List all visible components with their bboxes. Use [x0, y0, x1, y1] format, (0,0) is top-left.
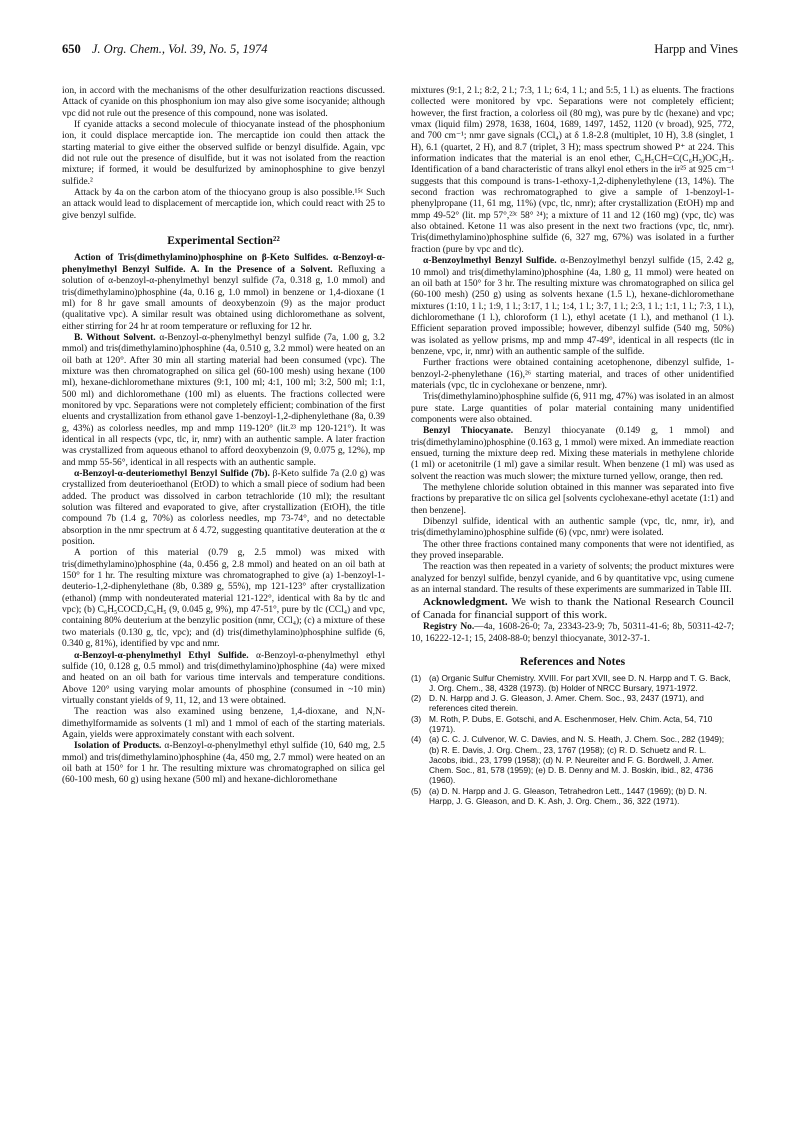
run-in-heading: Action of Tris(dimethylamino)phosphine on β-Keto Sulfides. α-Benzoyl-α-phenylmethyl Benzyl Sulfide. A. In the Presence of a Solvent.	[62, 253, 385, 275]
page-number: 650	[62, 42, 81, 56]
paragraph	[62, 253, 385, 332]
reference-text: (a) D. N. Harpp and J. G. Gleason, Tetrahedron Lett., 1447 (1969); (b) D. N. Harpp, J. G. Gleason, and D. K. Ash, J. Org. Chem., 36, 322 (1971).	[429, 785, 707, 807]
paragraph	[62, 707, 385, 741]
paragraph	[62, 651, 385, 708]
page-header	[62, 42, 738, 58]
references-title: References and Notes	[519, 656, 626, 669]
reference-item	[411, 673, 734, 694]
paragraph	[411, 86, 734, 256]
paragraph	[411, 426, 734, 483]
paragraph-text: mixtures (9:1, 2 l.; 8:2, 2 l.; 7:3, 1 l.; 6:4, 1 l.; and 5:5, 1 l.) as eluents. The fractions collected were monitored by vpc. Separations were not completely efficient; however, the first fraction, a colorless oil (80 mg), was pure by tlc (hexane) and vpc; νmax (liquid film) 2978, 1638, 1604, 1689, 1497, 1452, 1120 (v broad), 925, 772, and 700 cm⁻¹; nmr gave signals (CCl₄) at δ 1.8-2.8 (multiplet, 10 H), 3.8 (singlet, 1 H), 6.1 (quartet, 2 H), and 8.7 (triplet, 3 H); mass spectrum showed P⁺ at 224. This information indicates that the material is an enol ether, C₆H₅CH=C(C₆H₅)OC₂H₅. Identification of a band characteristic of trans alkyl enol ethers in the ir²⁵ at 925 cm⁻¹ suggests that this compound is trans-1-ethoxy-1,2-diphenylethylene (13, 14%). The second fraction was rechromatographed to give a sample of 1-benzoyl-1-phenylpropane (11, 61 mg, 11%) (vpc, tlc, nmr); after crystallization (EtOH) mp and mmp 49-52° (lit. mp 57°,²³ᶜ 58° ²⁴); a mixture of 11 and 12 (160 mg) (vpc, tlc) was also obtained. Ketone 11 was also present in the next two fractions (vpc, tlc, nmr). Tris(dimethylamino)phosphine sulfide (6, 327 mg, 67%) was isolated in a further fraction (pure by vpc and tlc).	[411, 86, 734, 255]
paragraph	[62, 548, 385, 650]
reference-text: (a) C. C. J. Culvenor, W. C. Davies, and N. S. Heath, J. Chem. Soc., 282 (1949); (b) R. E. Davis, J. Org. Chem., 23, 1767 (1958); (c) R. D. Schuetz and R. L. Jacobs, ibid., 23, 1799 (1958); (d) N. P. Neureiter and F. G. Bordwell, J. Amer. Chem. Soc., 81, 578 (1959); (e) D. B. Denny and M. J. Boskin, ibid., 82, 4736 (1960).	[429, 734, 725, 786]
run-in-heading: α-Benzoyl-α-phenylmethyl Ethyl Sulfide.	[74, 650, 249, 661]
paragraph	[62, 741, 385, 786]
paragraph	[62, 188, 385, 222]
paragraph	[411, 392, 734, 426]
paragraph-text: β-Keto sulfide 7a (2.0 g) was crystallized from deuterioethanol (EtOD) to which a small piece of sodium had been added. The product was dissolved in carbon tetrachloride (10 ml); the resultant solution was filtered and evaporated to give, after crystallization (EtOH), the title compound 7b (1.4 g, 70%) as colorless needles, mp 73-74°, and no detectable absorption in the nmr spectrum at δ 4.72, suggesting quantitative deuteration at the α position.	[62, 469, 385, 548]
reference-number: (3)	[411, 713, 422, 724]
paragraph	[411, 540, 734, 563]
acknowledgment	[411, 596, 734, 622]
paragraph-text: The other three fractions contained many components that were not identified, as they proved inseparable.	[411, 539, 734, 562]
paragraph	[411, 483, 734, 517]
run-in-heading: α-Benzoylmethyl Benzyl Sulfide.	[423, 256, 557, 267]
acknowledgment-text: We wish to thank the National Research Council of Canada for financial support of this work.	[411, 596, 734, 622]
run-in-heading: Isolation of Products.	[74, 741, 162, 752]
reference-number: (1)	[411, 672, 422, 683]
paragraph	[411, 256, 734, 358]
reference-item	[411, 786, 734, 807]
reference-item	[411, 714, 734, 735]
paragraph	[62, 469, 385, 548]
reference-text: D. N. Harpp and J. G. Gleason, J. Amer. Chem. Soc., 93, 2437 (1971), and references cited therein.	[429, 693, 704, 714]
paragraph-text: α-Benzoyl-α-phenylmethyl ethyl sulfide (10, 640 mg, 2.5 mmol) and tris(dimethylamino)phosphine (4a, 450 mg, 2.7 mmol) were heated on an oil bath at 150° for 1 hr. The resulting mixture was chromatographed on silica gel (60-100 mesh, 60 g) using hexane (500 ml) and hexane-dichloromethane	[62, 741, 385, 786]
reference-item	[411, 734, 734, 785]
reference-text: M. Roth, P. Dubs, E. Gotschi, and A. Eschenmoser, Helv. Chim. Acta, 54, 710 (1971).	[429, 713, 713, 734]
section-heading: Experimental Section²²	[167, 235, 280, 248]
reference-number: (4)	[411, 734, 422, 745]
acknowledgment-heading: Acknowledgment.	[423, 596, 508, 609]
paragraph-text: If cyanide attacks a second molecule of thiocyanate instead of the phosphonium ion, it could displace mercaptide ion. The mercaptide ion could then attack the starting material to give either the observed sulfide or benzyl disulfide. Again, vpc did not rule out the presence of disulfide, but it was not isolated from the reaction mixture; if formed, it would be desulfurized by aminophosphine to give benzyl sulfide.²	[62, 120, 385, 187]
reference-number: (2)	[411, 693, 422, 704]
right-column-body	[411, 86, 734, 596]
paragraph-text: A portion of this material (0.79 g, 2.5 mmol) was mixed with tris(dimethylamino)phosphine (4a, 0.456 g, 2.8 mmol) and heated on an oil bath at 150° for 1 hr. The resulting mixture was chromatographed to give (a) 1-benzoyl-1-deuterio-1,2-diphenylethane (8b, 0.389 g, 55%), mp 121-123° after crystallization (ethanol) (mmp with nondeuterated material 121-122°, identical with 8a by tlc and vpc); (b) C₆H₅COCD₂C₆H₅ (9, 0.045 g, 9%), mp 47-51°, pure by tlc (CCl₄) and vpc, containing 80% deuterium at the benzylic position (nmr, CCl₄); (c) a mixture of these two materials (0.130 g, tlc, vpc); and (d) tris(dimethylamino)phosphine sulfide (6, 0.340 g, 81%), identified by vpc and nmr.	[62, 548, 385, 650]
paragraph	[411, 358, 734, 392]
registry-numbers	[411, 622, 734, 645]
run-in-heading: B. Without Solvent.	[74, 332, 156, 343]
reference-item	[411, 693, 734, 714]
left-column	[62, 86, 385, 787]
paragraph	[411, 562, 734, 596]
journal-citation: J. Org. Chem., Vol. 39, No. 5, 1974	[91, 42, 268, 56]
paragraph-text: ion, in accord with the mechanisms of the other desulfurization reactions discussed. Attack of cyanide on this phosphonium ion may also give some isocyanide; although vpc did not rule out the presence of this compound, none was isolated.	[62, 86, 385, 119]
paragraph	[62, 333, 385, 469]
reference-number: (5)	[411, 785, 422, 796]
paragraph-text: Further fractions were obtained containing acetophenone, dibenzyl sulfide, 1-benzoyl-2-phenylethane (16),²⁶ starting material, and traces of other unidentified materials (vpc, tlc in cyclohexane or benzene, nmr).	[411, 358, 734, 391]
paragraph-text: Tris(dimethylamino)phosphine sulfide (6, 911 mg, 47%) was isolated in an almost pure state. Large quantities of polar material containing many unidentified components were also obtained.	[411, 392, 734, 425]
run-in-heading: Benzyl Thiocyanate.	[423, 426, 514, 437]
right-column	[411, 86, 734, 806]
paragraph-text: The methylene chloride solution obtained in this manner was separated into five fractions by preparative tlc on silica gel [solvents cyclohexane-ethyl acetate (1:1) and then benzene].	[411, 483, 734, 516]
paragraph-text: Refluxing a solution of α-benzoyl-α-phenylmethyl benzyl sulfide (7a, 0.318 g, 1.0 mmol) and tris(dimethylamino)phosphine (4a, 0.16 g, 1.0 mmol) in benzene or 1,4-dioxane (1 ml) for 8 hr gave small amounts of deoxybenzoin (9) as the major product (qualitative vpc). A similar result was obtained using dichloromethane as solvent, either stirring for 24 hr at room temperature or refluxing for 12 hr.	[62, 264, 386, 332]
paragraph-text: The reaction was also examined using benzene, 1,4-dioxane, and N,N-dimethylformamide as solvents (1 ml) and 1 mmol of each of the starting materials. Again, yields were approximately constant with each solvent.	[62, 707, 385, 740]
paragraph-text: Dibenzyl sulfide, identical with an authentic sample (vpc, tlc, nmr, ir), and tris(dimethylamino)phosphine sulfide (6) (vpc, nmr) were isolated.	[411, 517, 734, 539]
registry-text: —4a, 1608-26-0; 7a, 23343-23-9; 7b, 50311-41-6; 8b, 50311-42-7; 10, 16222-12-1; 15, 2408-88-0; benzyl thiocyanate, 3012-37-1.	[411, 622, 734, 644]
paragraph-text: α-Benzoyl-α-phenylmethyl benzyl sulfide (7a, 1.00 g, 3.2 mmol) and tris(dimethylamino)phosphine (4a, 0.510 g, 3.2 mmol) were heated on an oil bath at 120°. After 30 min all starting material had been consumed (vpc). The mixture was then chromatographed on silica gel (60-100 mesh) using hexane (100 ml), hexane-dichloromethane mixtures (9:1, 100 ml; 4:1, 100 ml; 3:2, 500 ml; 1:1, 500 ml) and dichloromethane (100 ml) as eluents. The fractions collected were monitored by vpc. Separations were not completely efficient; combination of the first eluents and crystallization from ethanol gave 1-benzoyl-1,2-diphenylethane (8a, 0.39 g, 43%) as colorless needles, mp and mmp 119-120° (lit.²³ mp 120-121°). It was identical in all respects (vpc, tlc, ir, nmr) with an authentic sample. A later fraction was crystallized from aqueous ethanol to afford deoxybenzoin (9, 0.075 g, 12%), mp and mmp 55-56°, identical in all respects with an authentic sample.	[62, 332, 386, 468]
paragraph	[62, 86, 385, 120]
running-authors: Harpp and Vines	[654, 42, 738, 56]
paragraph-text: α-Benzoyl-α-phenylmethyl ethyl sulfide (10, 0.128 g, 0.5 mmol) and tris(dimethylamino)phosphine (4a) were mixed and heated on an oil bath for various time intervals and temperature conditions. Above 120° using varying molar amounts of phosphine (consumed in ~10 min) virtually constant yields of 9, 11, 12, and 13 were obtained.	[62, 650, 385, 706]
paragraph-text: The reaction was then repeated in a variety of solvents; the product mixtures were analyzed for benzyl sulfide, benzyl cyanide, and 6 by quantitative vpc, using cumene as an internal standard. The results of these experiments are summarized in Table III.	[411, 562, 734, 596]
paragraph-text: Benzyl thiocyanate (0.149 g, 1 mmol) and tris(dimethylamino)phosphine (0.163 g, 1 mmol) were mixed. An immediate reaction ensued, turning the mixture deep red. Mixing these materials in methylene chloride (1 ml) or acetonitrile (1 ml) gave a similar result. When benzene (1 ml) was used as solvent the reaction was much slower; the mixture turned yellow, orange, then red.	[411, 426, 734, 482]
paragraph	[411, 517, 734, 540]
run-in-heading: α-Benzoyl-α-deuteriomethyl Benzyl Sulfide (7b).	[74, 469, 270, 479]
paragraph-text: α-Benzoylmethyl benzyl sulfide (15, 2.42 g, 10 mmol) and tris(dimethylamino)phosphine (4a, 1.80 g, 11 mmol) were heated on an oil bath at 150° for 3 hr. The resulting mixture was chromatographed on silica gel (60-100 mesh) (250 g) using as solvents hexane (1.5 l.), hexane-dichloromethane mixtures (1:10, 1 l.; 1:9, 1 l.; 3:17, 1 l.; 1:4, 1 l.; 3:7, 1 l.; 2:3, 1 l.; 1:1, 1 l.; 7:3, 1 l.), dichloromethane (1 l.), chloroform (1 l.), ethyl acetate (1 l.), and methanol (1 l.). Efficient separation proved impossible; however, dibenzyl sulfide (540 mg, 50%) was isolated as yellow prisms, mp and mmp 47-49°, identical in all respects (tlc in benzene, vpc, ir, nmr) with an authentic sample of the sulfide.	[411, 256, 734, 357]
registry-heading: Registry No.	[423, 622, 475, 633]
paragraph	[62, 120, 385, 188]
paragraph-text: Attack by 4a on the carbon atom of the thiocyano group is also possible.¹⁵ᶜ Such an attack would lead to displacement of mercaptide ion, which could react with 25 to give benzyl sulfide.	[62, 188, 385, 221]
references-list	[411, 673, 734, 807]
reference-text: (a) Organic Sulfur Chemistry. XVIII. For part XVII, see D. N. Harpp and T. G. Back, J. Org. Chem., 38, 4328 (1973). (b) Holder of NRCC Bursary, 1971-1972.	[429, 672, 731, 693]
